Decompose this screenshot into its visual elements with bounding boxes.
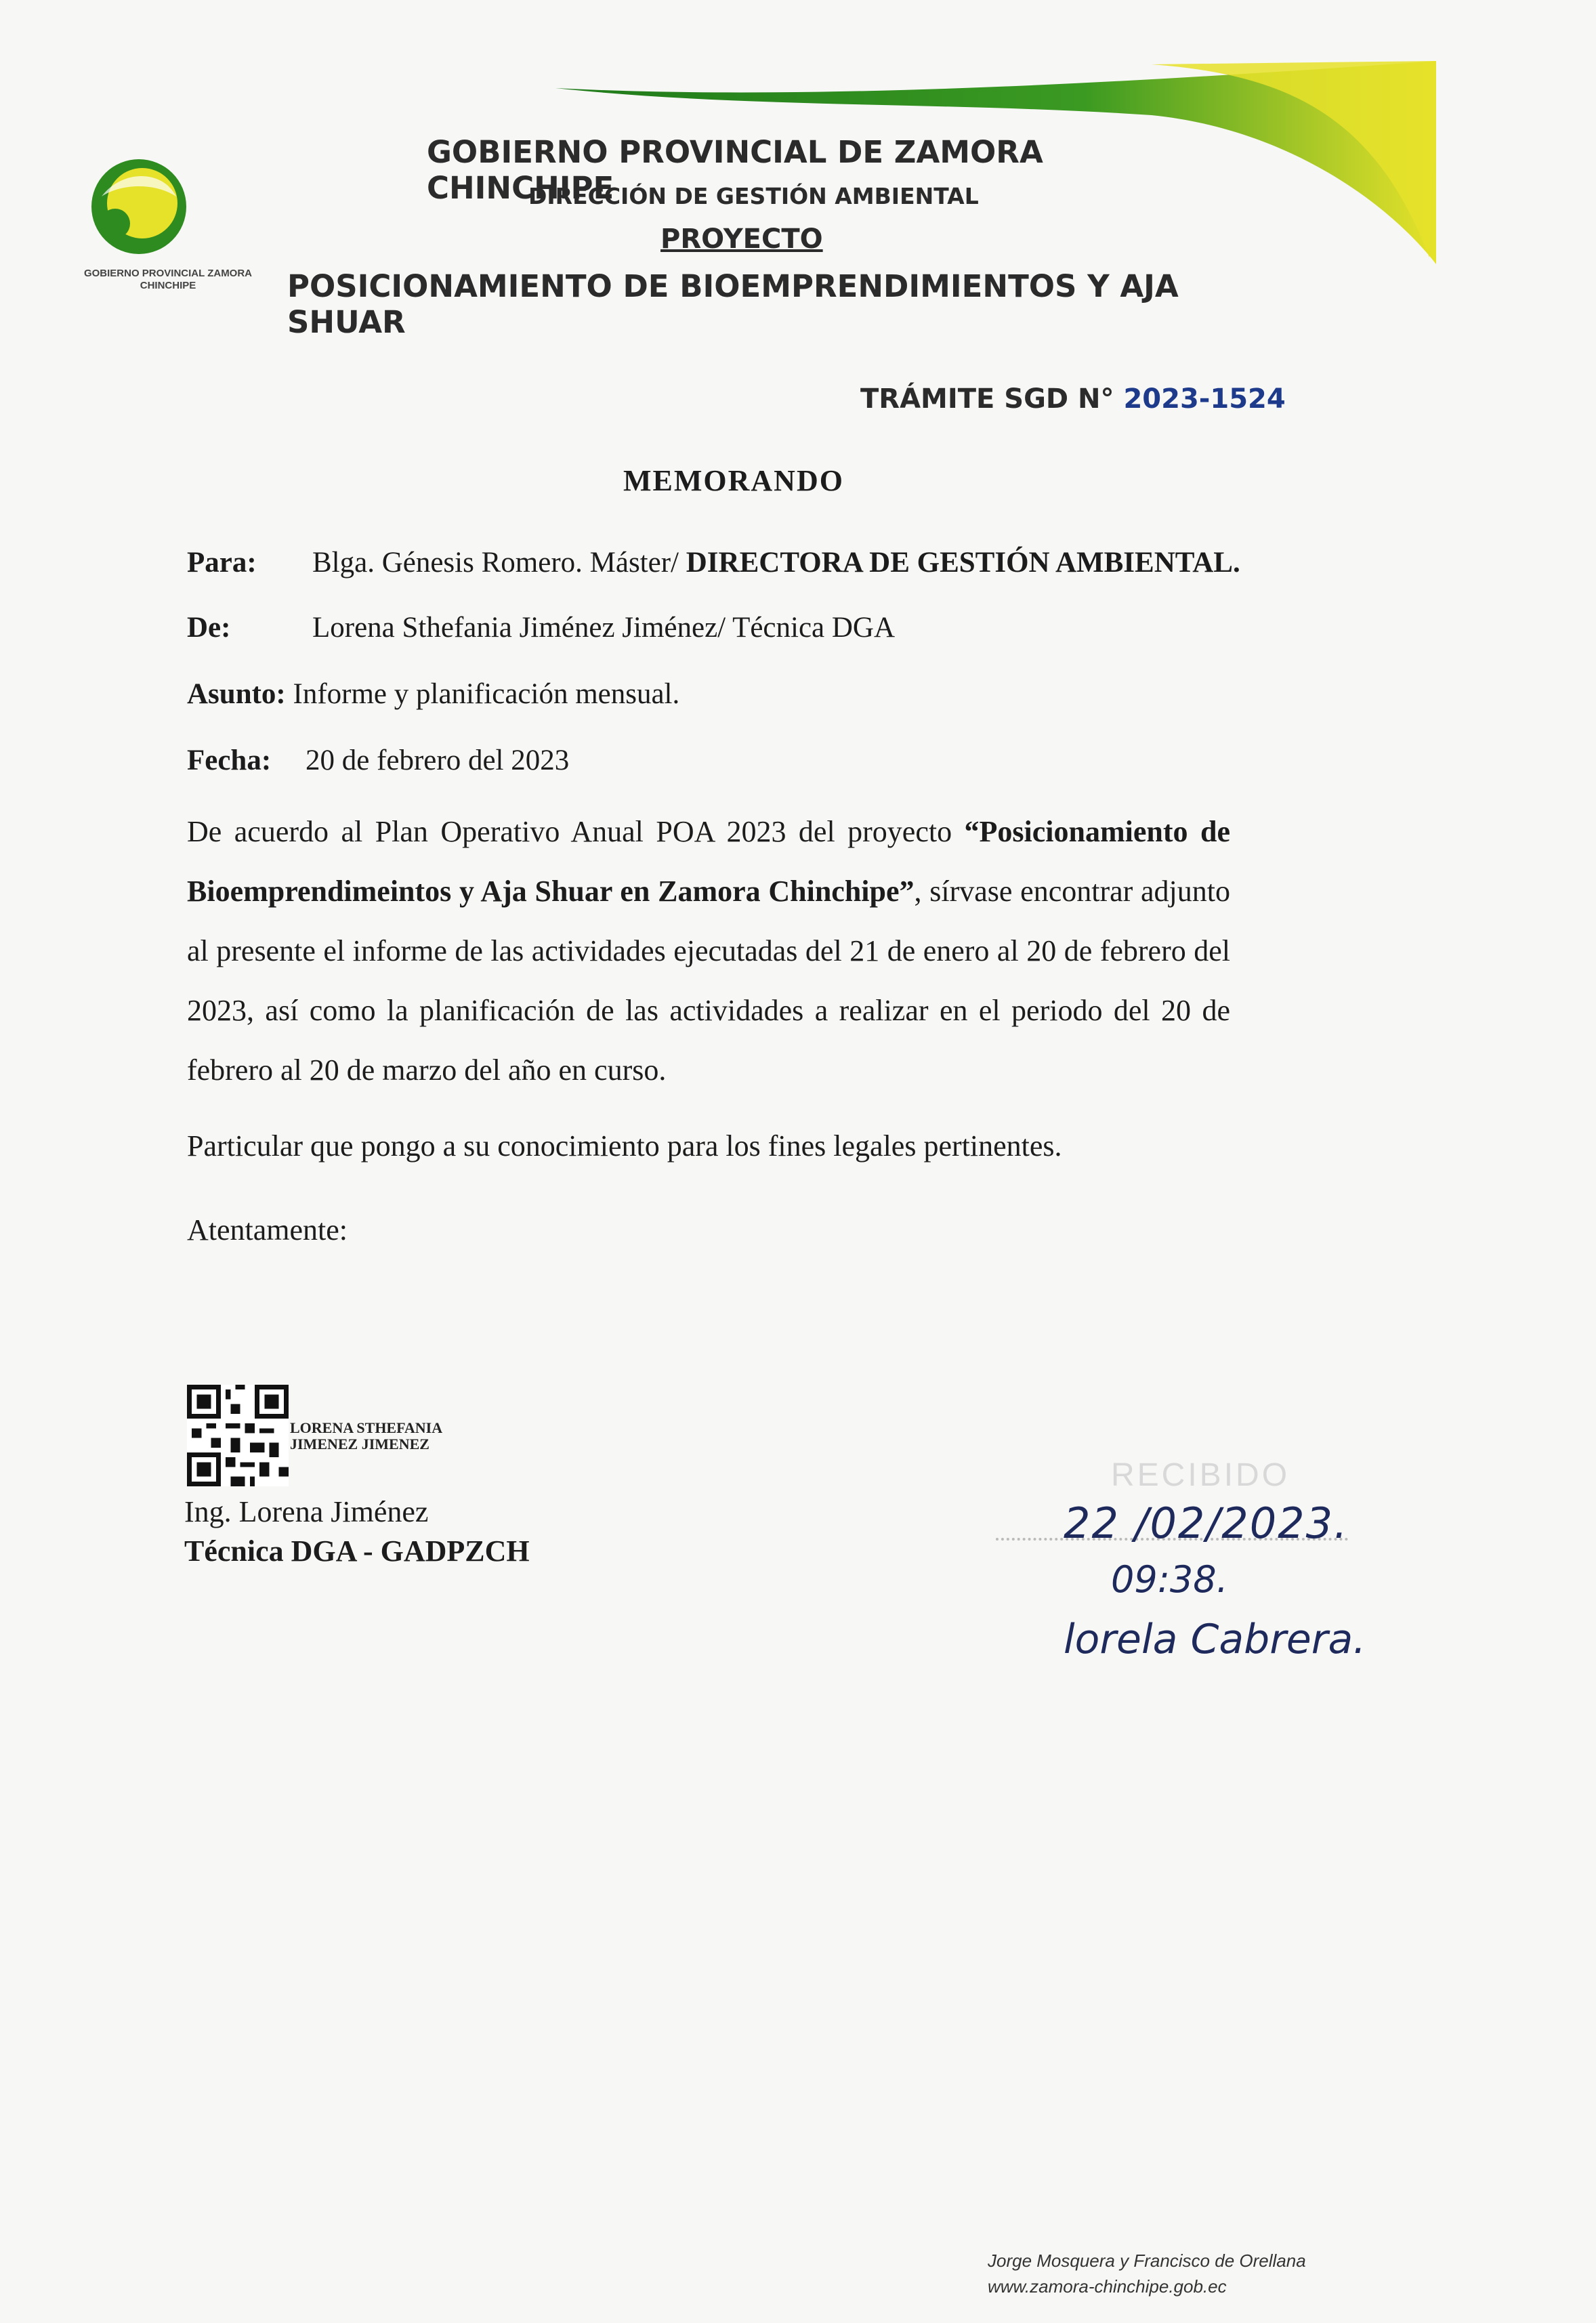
body-text-a: De acuerdo al Plan Operativo Anual POA 2023 del proyecto	[187, 815, 965, 848]
body-project-name: “Posicionamiento de Bioemprendimeintos y Aja Shuar en Zamora Chinchipe”	[187, 815, 1230, 908]
para-value-bold: DIRECTORA DE GESTIÓN AMBIENTAL.	[686, 547, 1240, 579]
qr-signer-line1: LORENA STHEFANIA	[290, 1419, 443, 1436]
fecha-value: 20 de febrero del 2023	[306, 745, 570, 776]
qr-signer-text	[290, 1420, 442, 1452]
para-field	[187, 546, 1240, 579]
asunto-label: Asunto:	[187, 678, 286, 710]
received-date-handwritten: 22 /02/2023.	[1064, 1499, 1349, 1548]
signer-role: Técnica DGA - GADPZCH	[184, 1534, 530, 1568]
qr-signer-line2: JIMENEZ JIMENEZ	[290, 1436, 429, 1452]
footer	[988, 2248, 1306, 2299]
receiver-name-handwritten: lorela Cabrera.	[1064, 1616, 1366, 1663]
para-label: Para:	[187, 547, 257, 579]
fecha-field	[187, 744, 569, 777]
tramite-label: TRÁMITE SGD N°	[860, 383, 1114, 415]
asunto-field	[187, 677, 679, 711]
tramite-number	[860, 383, 1286, 415]
organization-title: GOBIERNO PROVINCIAL DE ZAMORA CHINCHIPE	[427, 134, 1043, 206]
received-time-handwritten: 09:38.	[1111, 1558, 1228, 1601]
department-title: DIRECCIÓN DE GESTIÓN AMBIENTAL	[528, 183, 979, 209]
closing-sentence: Particular que pongo a su conocimiento para los fines legales pertinentes.	[187, 1129, 1062, 1163]
footer-website: www.zamora-chinchipe.gob.ec	[988, 2276, 1227, 2297]
signature-qr-code	[187, 1385, 289, 1486]
project-label: PROYECTO	[660, 224, 823, 255]
tramite-value: 2023-1524	[1123, 383, 1286, 415]
regards: Atentamente:	[187, 1213, 348, 1247]
signer-name: Ing. Lorena Jiménez	[184, 1495, 429, 1528]
body-text-b: , sírvase encontrar adjunto al presente el informe de las actividades ejecutadas del 21 de enero al 20 de febrero del 2023, así como la planificación de las actividades a realizar en el periodo del 20 de febrero al 20 de marzo del año en curso.	[187, 875, 1230, 1087]
project-name: POSICIONAMIENTO DE BIOEMPRENDIMIENTOS Y AJA SHUAR	[287, 268, 1179, 340]
para-value-plain: Blga. Génesis Romero. Máster/	[312, 547, 686, 579]
de-value: Lorena Sthefania Jiménez Jiménez/ Técnica DGA	[312, 612, 896, 644]
fecha-label: Fecha:	[187, 745, 272, 776]
received-stamp: RECIBIDO	[1111, 1457, 1290, 1493]
para-value	[312, 547, 1240, 579]
de-label: De:	[187, 612, 231, 644]
asunto-value: Informe y planificación mensual.	[285, 678, 680, 710]
memo-title: MEMORANDO	[623, 464, 844, 497]
memo-body-paragraph	[187, 802, 1230, 1100]
footer-address: Jorge Mosquera y Francisco de Orellana	[988, 2251, 1306, 2271]
de-field	[187, 611, 895, 644]
logo-caption: GOBIERNO PROVINCIAL ZAMORA CHINCHIPE	[83, 268, 253, 291]
provincial-logo	[75, 142, 196, 264]
